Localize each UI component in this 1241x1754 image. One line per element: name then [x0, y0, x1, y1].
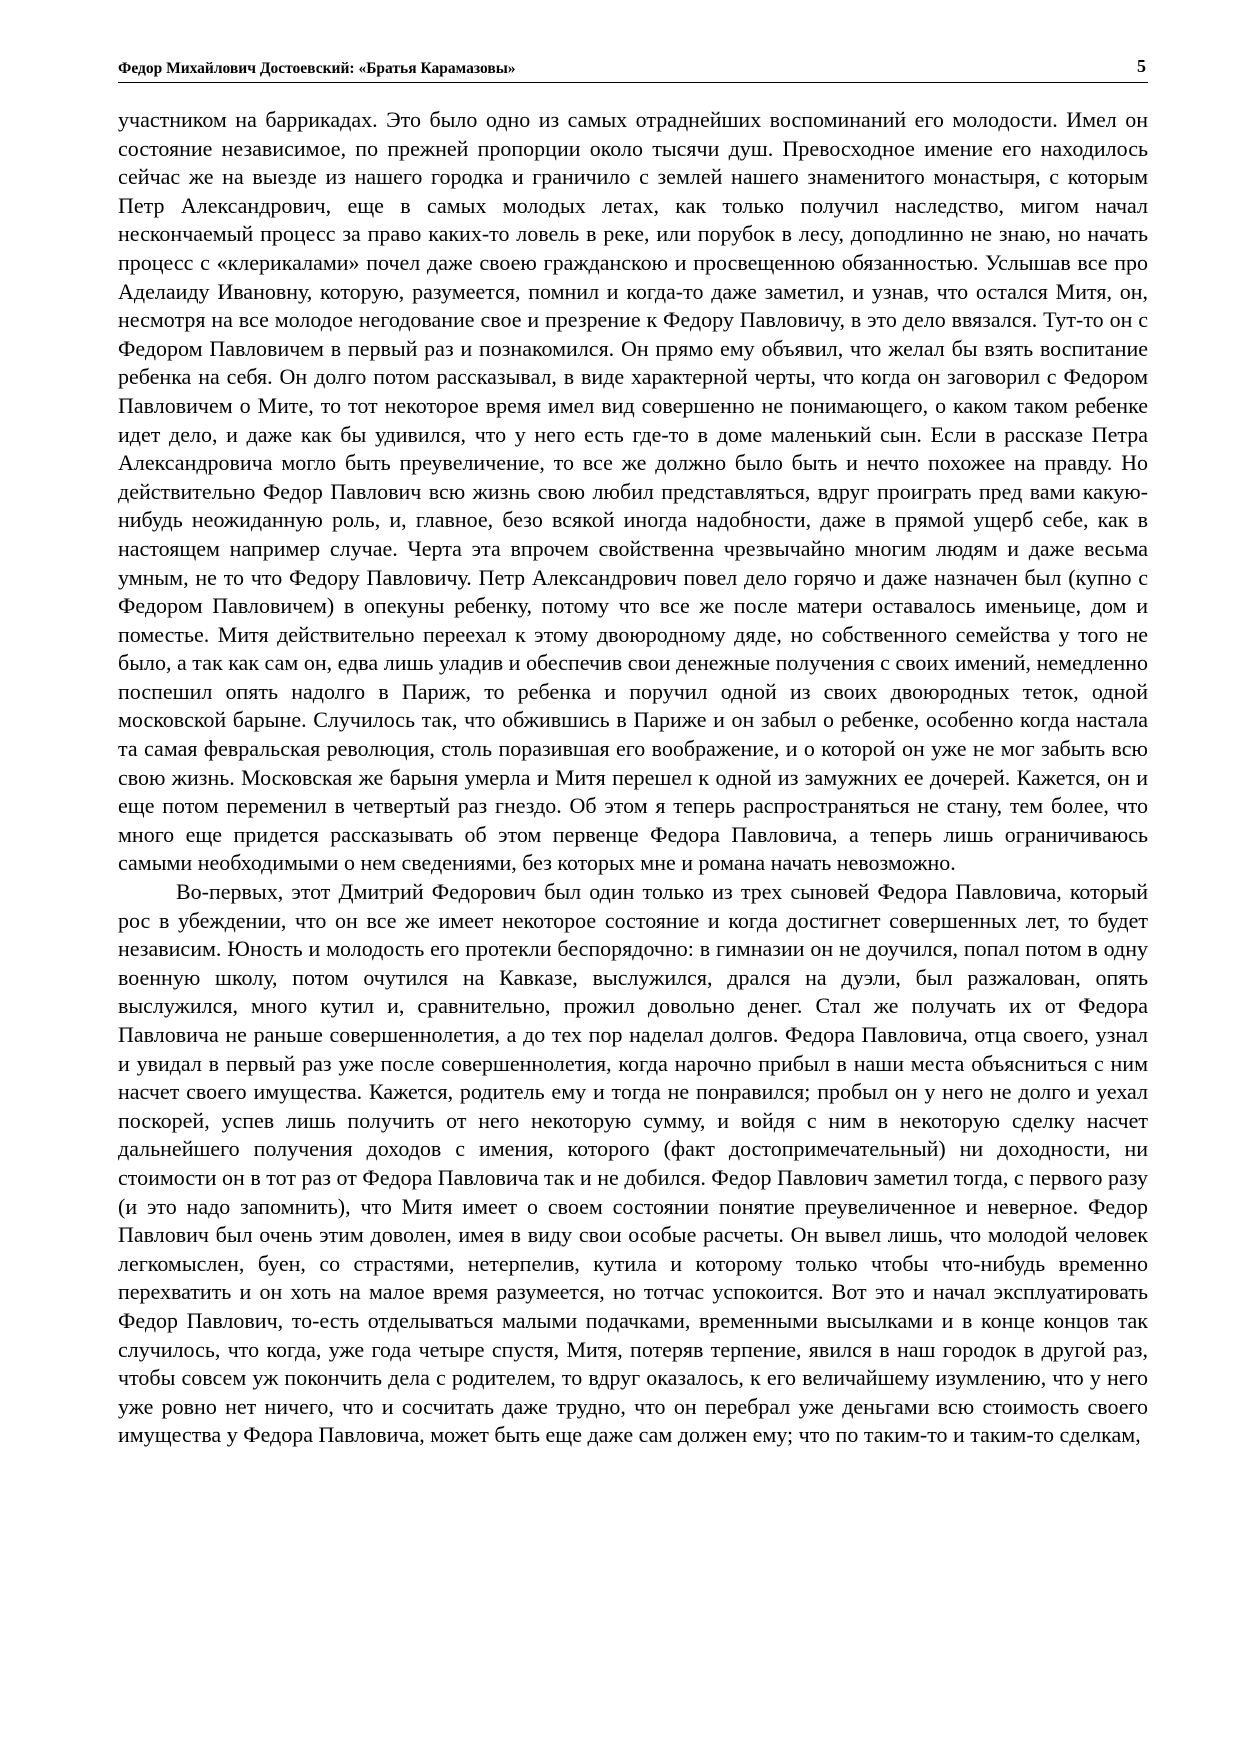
paragraph: Во-первых, этот Дмитрий Федорович был один только из трех сыновей Федора Павловича, который рос в убеждении, что он все же имеет некоторое состояние и когда достигнет совершенных лет, то будет независим. Юность и молодость его протекли беспорядочно: в гимназии он не доучился, попал потом в одну военную школу, потом очутился на Кавказе, выслужился, дрался на дуэли, был разжалован, опять выслужился, много кутил и, сравнительно, прожил довольно денег. Стал же получать их от Федора Павловича не раньше совершеннолетия, а до тех пор наделал долгов. Федора Павловича, отца своего, узнал и увидал в первый раз уже после совершеннолетия, когда нарочно прибыл в наши места объясниться с ним насчет своего имущества. Кажется, родитель ему и тогда не понравился; пробыл он у него не долго и уехал поскорей, успев лишь получить от него некоторую сумму, и войдя с ним в некоторую сделку насчет дальнейшего получения доходов с имения, которого (факт достопримечательный) ни доходности, ни стоимости он в тот раз от Федора Павловича так и не добился. Федор Павлович заметил тогда, с первого разу (и это надо запомнить), что Митя имеет о своем состоянии понятие преувеличенное и неверное. Федор Павлович был очень этим доволен, имея в виду свои особые расчеты. Он вывел лишь, что молодой человек легкомыслен, буен, со страстями, нетерпелив, кутила и которому только чтобы что-нибудь временно перехватить и он хоть на малое время разумеется, но тотчас успокоится. Вот это и начал эксплуатировать Федор Павлович, то-есть отделываться малыми подачками, временными высылками и в конце концов так случилось, что когда, уже года четыре спустя, Митя, потеряв терпение, явился в наш городок в другой раз, чтобы совсем уж покончить дела с родителем, то вдруг оказалось, к его величайшему изумлению, что у него уже ровно нет ничего, что и сосчитать даже трудно, что он перебрал уже деньгами всю стоимость своего имущества у Федора Павловича, может быть еще даже сам должен ему; что по таким-то и таким-то сделкам,: [118, 879, 1148, 1448]
body-text: [118, 106, 1148, 1450]
page-number: 5: [1137, 56, 1146, 76]
paragraph-continued: участником на баррикадах. Это было одно из самых отраднейших воспоминаний его молодости. Имел он состояние независимое, по прежней пропорции около тысячи душ. Превосходное имение его находилось сейчас же на выезде из нашего городка и граничило с землей нашего знаменитого монастыря, с которым Петр Александрович, еще в самых молодых летах, как только получил наследство, мигом начал нескончаемый процесс за право каких-то ловель в реке, или порубок в лесу, доподлинно не знаю, но начать процесс с «клерикалами» почел даже своею гражданскою и просвещенною обязанностью. Услышав все про Аделаиду Ивановну, которую, разумеется, помнил и когда-то даже заметил, и узнав, что остался Митя, он, несмотря на все молодое негодование свое и презрение к Федору Павловичу, в это дело ввязался. Тут-то он с Федором Павловичем в первый раз и познакомился. Он прямо ему объявил, что желал бы взять воспитание ребенка на себя. Он долго потом рассказывал, в виде характерной черты, что когда он заговорил с Федором Павловичем о Мите, то тот некоторое время имел вид совершенно не понимающего, о каком таком ребенке идет дело, и даже как бы удивился, что у него есть где-то в доме маленький сын. Если в рассказе Петра Александровича могло быть преувеличение, то все же должно было быть и нечто похожее на правду. Но действительно Федор Павлович всю жизнь свою любил представляться, вдруг проиграть пред вами какую-нибудь неожиданную роль, и, главное, безо всякой иногда надобности, даже в прямой ущерб себе, как в настоящем например случае. Черта эта впрочем свойственна чрезвычайно многим людям и даже весьма умным, не то что Федору Павловичу. Петр Александрович повел дело горячо и даже назначен был (купно с Федором Павловичем) в опекуны ребенку, потому что все же после матери оставалось именьице, дом и поместье. Митя действительно переехал к этому двоюродному дяде, но собственного семейства у того не было, а так как сам он, едва лишь уладив и обеспечив свои денежные получения с своих имений, немедленно поспешил опять надолго в Париж, то ребенка и поручил одной из своих двоюродных теток, одной московской барыне. Случилось так, что обжившись в Париже и он забыл о ребенке, особенно когда настала та самая февральская революция, столь поразившая его воображение, и о которой он уже не мог забыть всю свою жизнь. Московская же барыня умерла и Митя перешел к одной из замужних ее дочерей. Кажется, он и еще потом переменил в четвертый раз гнездо. Об этом я теперь распространяться не стану, тем более, что много еще придется рассказывать об этом первенце Федора Павловича, а теперь лишь ограничиваюсь самыми необходимыми о нем сведениями, без которых мне и романа начать невозможно.: [118, 107, 1148, 876]
running-header: [118, 56, 1148, 83]
header-title: Федор Михайлович Достоевский: «Братья Карамазовы»: [118, 60, 516, 77]
